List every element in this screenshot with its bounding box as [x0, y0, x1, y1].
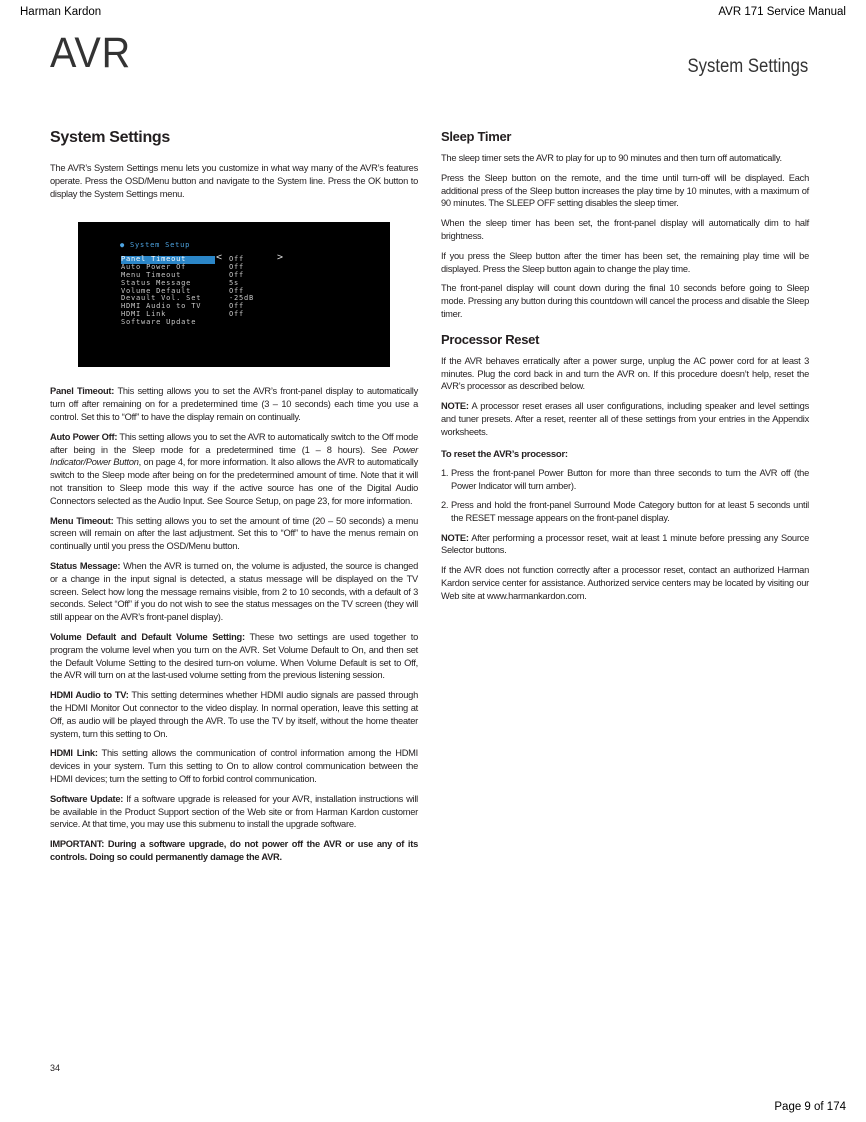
list-item: [441, 467, 809, 493]
status-message-text: When the AVR is turned on, the volume is adjusted, the source is changed or a change in the input signal is detected, a status message will be displayed on the TV screen. Select how long the message remains visible, from 2 to 10 seconds, with a default of 3 seconds. Select “Off” if you do not wish to see the status messages on the TV screen (they will still appear on the AVR’s front-panel display).: [50, 560, 418, 623]
step-text: Press and hold the front-panel Surround Mode Category button for at least 5 seconds until the RESET message appears on the front-panel display.: [451, 499, 809, 523]
auto-power-text-2: , on page 4, for more information. It also allows the AVR to automatically switch to the Sleep mode after being on for the predetermined amount of time. Note that it will not transition to Sleep mode this way if the active source has one of the Digital Audio Connectors selected as the Audio Input. See Source Setup, on page 23, for more information.: [50, 457, 418, 506]
software-update-paragraph: [50, 793, 418, 831]
osd-value: Off: [229, 263, 245, 272]
manufacturer-header: Harman Kardon: [20, 6, 102, 18]
hdmi-link-paragraph: [50, 747, 418, 785]
panel-timeout-paragraph: [50, 385, 418, 423]
osd-value: -25dB: [229, 294, 255, 303]
reset-paragraph-last: If the AVR does not function correctly after a processor reset, contact an authorized Harman Kardon service center for assistance. Authorized service centers may be located by visiting our Web site at www.harmankardon.com.: [441, 565, 809, 601]
sleep-timer-heading: Sleep Timer: [441, 129, 512, 144]
note-label: NOTE:: [441, 532, 469, 543]
left-column: [50, 128, 418, 871]
volume-default-text: These two settings are used together to program the volume level when you turn on the AVR. Set Volume Default to On, and then set the Default Volume Setting to the desired turn-on volume. When Volume Default is set to Off, the AVR will turn on at the last-used volume setting from the previous listening session.: [50, 631, 418, 681]
reset-steps-heading: To reset the AVR’s processor:: [441, 448, 568, 460]
menu-timeout-paragraph: [50, 515, 418, 553]
reset-steps-list: [441, 467, 809, 524]
auto-power-text: This setting allows you to set the AVR to automatically switch to the Off mode after being in the Sleep mode for a predetermined time (1 – 8 hours). See: [50, 431, 418, 455]
osd-value: Off: [229, 302, 245, 311]
reset-paragraph-1: If the AVR behaves erratically after a power surge, unplug the AC power cord for at least 3 minutes. Plug the cord back in and turn the AVR on. If this procedure doesn’t help, reset the AVR’s processor as described below.: [441, 355, 809, 392]
panel-timeout-term: Panel Timeout:: [50, 386, 115, 397]
pdf-page-indicator: Page 9 of 174: [774, 1101, 846, 1113]
osd-left-arrow-icon: <: [216, 252, 223, 264]
note-text: A processor reset erases all user configurations, including speaker and level settings and tuner presets. After a reset, reenter all of these settings from your entries in the Appendix worksheets.: [441, 401, 809, 437]
osd-label: Software Update: [121, 317, 197, 326]
reset-note-2: [441, 532, 809, 558]
osd-label: Menu Timeout: [121, 270, 182, 279]
hdmi-audio-text: This setting determines whether HDMI audio signals are passed through the HDMI Monitor Out connector to the video display. In normal operation, leave this setting at Off, as audio will be played through the AVR. To use the TV by itself, without the home theater system, turn this setting to On.: [50, 690, 418, 739]
sleep-paragraph-1: The sleep timer sets the AVR to play for up to 90 minutes and then turn off automatically.: [441, 153, 782, 163]
important-warning-text: IMPORTANT: During a software upgrade, do not power off the AVR or use any of its controls. Doing so could permanently damage the AVR.: [50, 839, 418, 862]
note-text: After performing a processor reset, wait at least 1 minute before pressing any Source Selector buttons.: [441, 532, 809, 556]
note-label: NOTE:: [441, 401, 469, 412]
osd-value: Off: [229, 309, 245, 318]
page-number: 34: [50, 1063, 61, 1073]
step-number: 2.: [441, 499, 449, 510]
important-warning: [50, 838, 418, 864]
osd-title: ● System Setup: [120, 241, 191, 250]
sleep-paragraph-4: If you press the Sleep button after the timer has been set, the remaining play time will be displayed. Press the Sleep button again to change the play time.: [441, 250, 809, 274]
software-update-text: If a software upgrade is released for your AVR, installation instructions will be available in the Product Support section of the Web site or from Harman Kardon customer service. At that time, you may use this submenu to install the upgrade software.: [50, 793, 418, 830]
processor-reset-heading: Processor Reset: [441, 331, 540, 347]
right-column: [441, 128, 809, 610]
step-text: Press the front-panel Power Button for more than three seconds to turn the AVR off (the Power Indicator will turn amber).: [451, 468, 809, 492]
auto-power-term: Auto Power Off:: [50, 431, 118, 442]
osd-value: Off: [229, 255, 245, 264]
hdmi-audio-term: HDMI Audio to TV:: [50, 690, 129, 701]
brand-logo-text: AVR: [50, 29, 132, 77]
sleep-paragraph-5: The front-panel display will count down during the final 10 seconds before going to Sleep mode. Pressing any button during this countdown will cancel the process and disable the Sleep timer.: [441, 283, 809, 319]
osd-label: Volume Default: [121, 286, 192, 295]
status-message-term: Status Message:: [50, 560, 121, 571]
osd-right-arrow-icon: >: [277, 252, 284, 264]
volume-default-paragraph: [50, 631, 418, 682]
osd-value: Off: [229, 270, 245, 279]
auto-power-paragraph: [50, 431, 418, 508]
hdmi-link-text: This setting allows the communication of control information among the HDMI devices in your system. Turn this setting to On to allow control communication between the HDMI devices; turn the setting to Off to forbid control communication.: [50, 748, 419, 784]
hdmi-link-term: HDMI Link:: [50, 748, 98, 759]
hdmi-audio-paragraph: [50, 689, 418, 740]
section-header: System Settings: [687, 56, 808, 77]
reset-note-1: [441, 400, 809, 438]
osd-label: Auto Power Of: [121, 263, 187, 272]
software-update-term: Software Update:: [50, 793, 124, 804]
step-number: 1.: [441, 468, 449, 479]
sleep-paragraph-3: When the sleep timer has been set, the front-panel display will automatically dim to half brightness.: [441, 218, 809, 241]
osd-label: Devault Vol. Set: [121, 294, 202, 303]
volume-default-term: Volume Default and Default Volume Setting:: [50, 631, 245, 642]
osd-value: 5s: [229, 278, 240, 287]
osd-label: HDMI Link: [121, 309, 167, 318]
list-item: [441, 499, 809, 525]
osd-label-selected: Panel Timeout: [121, 256, 215, 264]
osd-label: HDMI Audio to TV: [121, 302, 202, 311]
manual-title-header: AVR 171 Service Manual: [718, 6, 846, 18]
intro-paragraph: The AVR’s System Settings menu lets you customize in what way many of the AVR’s features operate. Press the OSD/Menu button and navigate to the System line. Press the OK button to display the System Settings menu.: [50, 163, 418, 199]
osd-menu-labels: [121, 256, 215, 326]
osd-menu-values: [229, 256, 254, 318]
auto-power-reference: Power Indicator/Power Button: [50, 444, 418, 468]
osd-system-setup-screenshot: [78, 222, 390, 367]
osd-label: Status Message: [121, 278, 192, 287]
menu-timeout-text: This setting allows you to set the amount of time (20 – 50 seconds) a menu screen will remain on after the last adjustment. Set this to “Off” to have the menus remain on continually until you press the OSD/Menu button.: [50, 515, 418, 552]
sleep-paragraph-2: Press the Sleep button on the remote, and the time until turn-off will be displayed. Each additional press of the Sleep button increases the play time by 10 minutes, with a maximum of 90 minutes. The SLEEP OFF setting disables the sleep timer.: [441, 172, 809, 209]
page-title: System Settings: [50, 129, 170, 146]
osd-value: Off: [229, 286, 245, 295]
menu-timeout-term: Menu Timeout:: [50, 515, 114, 526]
panel-timeout-text: This setting allows you to set the AVR’s front-panel display to automatically turn off after remaining on for a predetermined time (3 – 10 seconds) each time you use a control. Set this to “Off” to have the display remain on continually.: [50, 386, 418, 422]
status-message-paragraph: [50, 560, 418, 624]
